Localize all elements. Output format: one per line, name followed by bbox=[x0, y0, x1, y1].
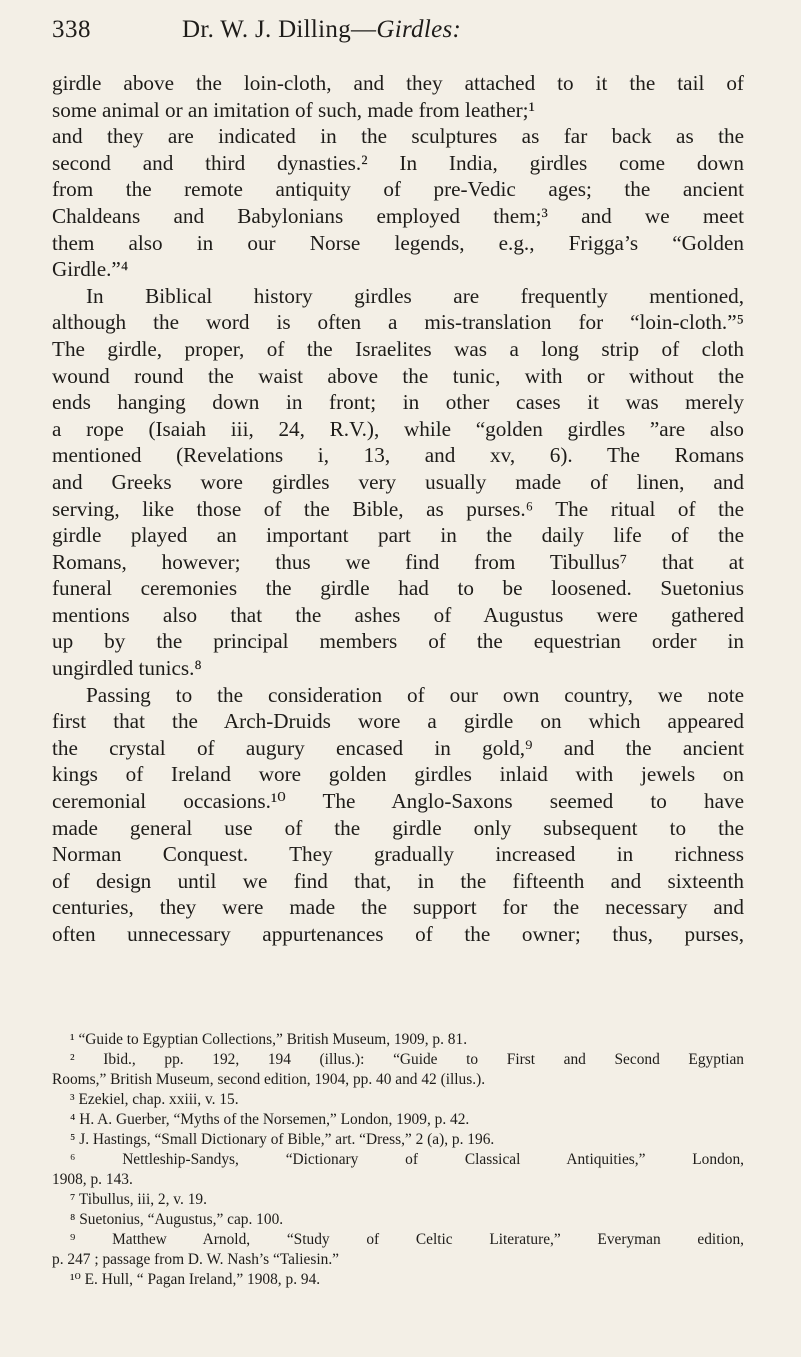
footnote-line: ⁶ Nettleship-Sandys, “Dictionary of Classical Antiquities,” London, bbox=[70, 1151, 744, 1168]
footnote-line: ¹⁰ E. Hull, “ Pagan Ireland,” 1908, p. 94. bbox=[70, 1271, 321, 1288]
body-line: The girdle, proper, of the Israelites was a long strip of cloth bbox=[52, 336, 744, 361]
body-line: centuries, they were made the support for the necessary and bbox=[52, 895, 744, 920]
body-line: of design until we find that, in the fifteenth and sixteenth bbox=[52, 868, 744, 893]
body-line: a rope (Isaiah iii, 24, R.V.), while “golden girdles ”are also bbox=[52, 416, 744, 441]
body-line: mentions also that the ashes of Augustus were gathered bbox=[52, 602, 744, 627]
body-line: and they are indicated in the sculptures as far back as the bbox=[52, 124, 744, 149]
footnote-line: ¹ “Guide to Egyptian Collections,” British Museum, 1909, p. 81. bbox=[70, 1031, 468, 1048]
running-author: Dr. W. J. Dilling bbox=[182, 16, 352, 43]
running-header bbox=[52, 16, 742, 46]
footnote-line: ⁵ J. Hastings, “Small Dictionary of Bible,” art. “Dress,” 2 (a), p. 196. bbox=[70, 1131, 495, 1148]
body-line: In Biblical history girdles are frequently mentioned, bbox=[86, 283, 744, 308]
body-line: ungirdled tunics.⁸ bbox=[52, 656, 202, 681]
footnote-line: ³ Ezekiel, chap. xxiii, v. 15. bbox=[70, 1091, 239, 1108]
body-line: the crystal of augury encased in gold,⁹ and the ancient bbox=[52, 735, 744, 760]
footnote-line: 1908, p. 143. bbox=[52, 1171, 133, 1188]
body-line: girdle above the loin-cloth, and they attached to it the tail of bbox=[52, 71, 744, 95]
footnote-line: ⁹ Matthew Arnold, “Study of Celtic Literature,” Everyman edition, bbox=[70, 1231, 744, 1248]
footnote-line: ⁴ H. A. Guerber, “Myths of the Norsemen,” London, 1909, p. 42. bbox=[70, 1111, 470, 1128]
body-line: up by the principal members of the equestrian order in bbox=[52, 629, 744, 654]
body-line: funeral ceremonies the girdle had to be loosened. Suetonius bbox=[52, 576, 744, 601]
body-text bbox=[52, 70, 744, 948]
body-line: ends hanging down in front; in other cases it was merely bbox=[52, 390, 744, 415]
page-number: 338 bbox=[52, 16, 91, 43]
body-line: girdle played an important part in the daily life of the bbox=[52, 523, 744, 548]
body-line: and Greeks wore girdles very usually made of linen, and bbox=[52, 469, 744, 494]
body-line: some animal or an imitation of such, made from leather;¹ bbox=[52, 97, 535, 122]
body-line: Romans, however; thus we find from Tibullus⁷ that at bbox=[52, 549, 744, 574]
body-line: Chaldeans and Babylonians employed them;³ and we meet bbox=[52, 203, 744, 228]
body-line: made general use of the girdle only subsequent to the bbox=[52, 815, 744, 840]
body-line: them also in our Norse legends, e.g., Frigga’s “Golden bbox=[52, 230, 744, 255]
body-line: kings of Ireland wore golden girdles inlaid with jewels on bbox=[52, 762, 744, 787]
footnote-line: Rooms,” British Museum, second edition, 1904, pp. 40 and 42 (illus.). bbox=[52, 1071, 486, 1088]
body-line: Norman Conquest. They gradually increased in richness bbox=[52, 842, 744, 867]
body-line: Passing to the consideration of our own country, we note bbox=[86, 682, 744, 707]
body-line: Girdle.”⁴ bbox=[52, 257, 129, 282]
running-subject: Girdles: bbox=[376, 16, 462, 43]
body-line: from the remote antiquity of pre-Vedic ages; the ancient bbox=[52, 177, 744, 202]
running-title bbox=[182, 16, 461, 44]
footnote-line: ⁸ Suetonius, “Augustus,” cap. 100. bbox=[70, 1211, 284, 1228]
footnote-line: p. 247 ; passage from D. W. Nash’s “Taliesin.” bbox=[52, 1251, 340, 1268]
body-line: mentioned (Revelations i, 13, and xv, 6). The Romans bbox=[52, 443, 744, 468]
footnotes bbox=[52, 1030, 744, 1290]
footnote-line: ² Ibid., pp. 192, 194 (illus.): “Guide to First and Second Egyptian bbox=[70, 1051, 744, 1068]
body-line: although the word is often a mis-translation for “loin-cloth.”⁵ bbox=[52, 310, 744, 335]
body-line: second and third dynasties.² In India, girdles come down bbox=[52, 150, 744, 175]
body-line: often unnecessary appurtenances of the owner; thus, purses, bbox=[52, 922, 744, 946]
body-line: wound round the waist above the tunic, with or without the bbox=[52, 363, 744, 388]
body-line: ceremonial occasions.¹⁰ The Anglo-Saxons seemed to have bbox=[52, 789, 744, 814]
footnote-line: ⁷ Tibullus, iii, 2, v. 19. bbox=[70, 1191, 207, 1208]
body-line: serving, like those of the Bible, as purses.⁶ The ritual of the bbox=[52, 496, 744, 521]
running-separator: — bbox=[351, 16, 377, 43]
body-line: first that the Arch-Druids wore a girdle on which appeared bbox=[52, 709, 744, 734]
